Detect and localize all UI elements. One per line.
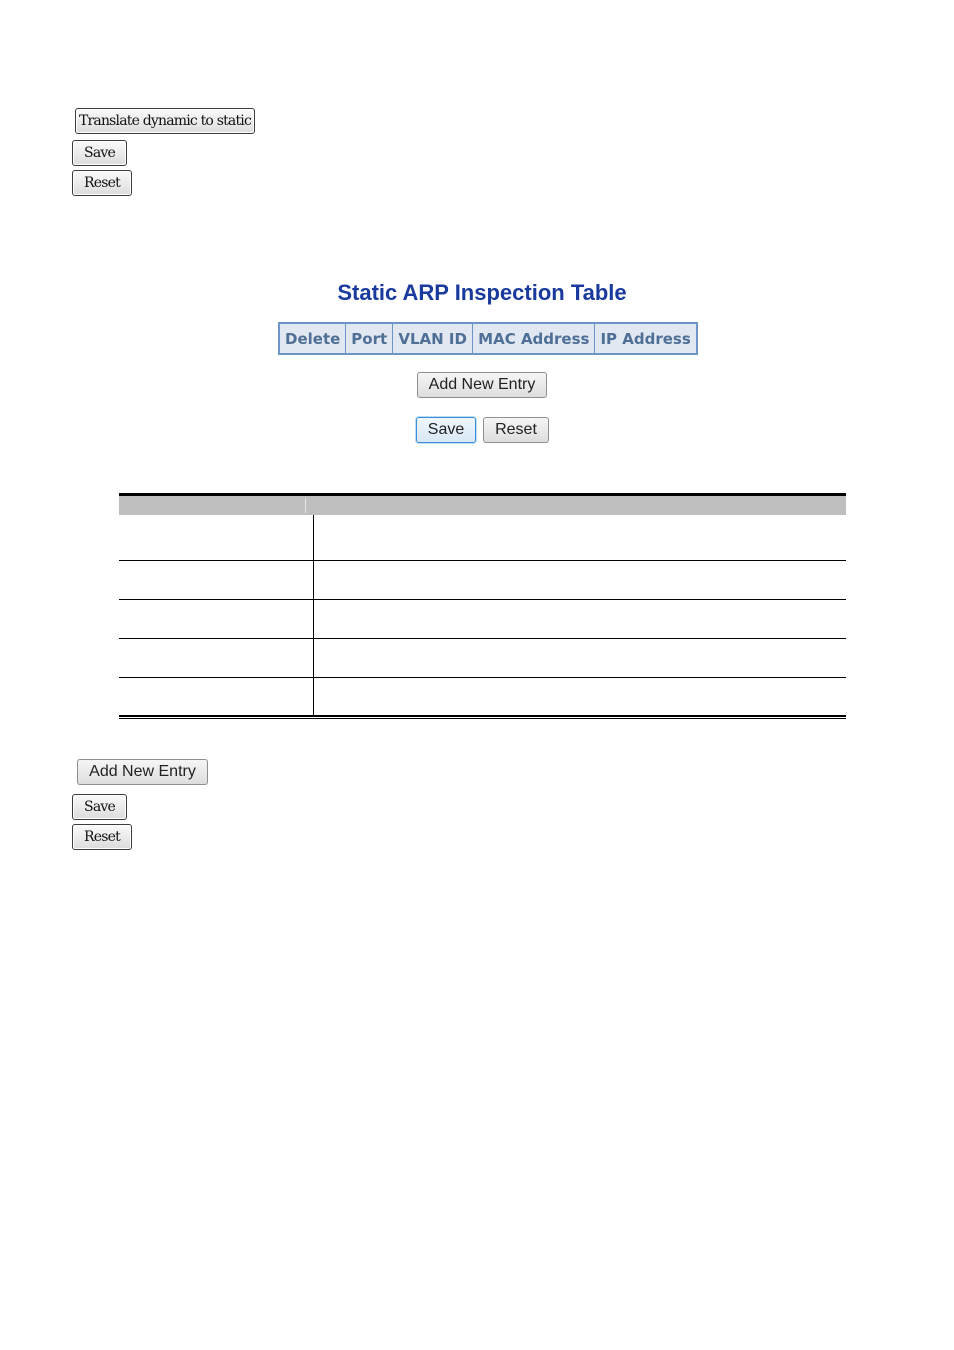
add-new-entry-button[interactable]: Add New Entry xyxy=(417,372,547,398)
column-header-ip-address: IP Address xyxy=(595,323,697,354)
column-header-port: Port xyxy=(346,323,393,354)
column-header-mac-address: MAC Address xyxy=(473,323,595,354)
static-arp-inspection-table xyxy=(278,322,698,355)
row-rule xyxy=(119,638,846,639)
save-button[interactable]: Save xyxy=(416,417,476,443)
row-rule xyxy=(119,560,846,561)
table-bottom-rule xyxy=(119,718,846,719)
column-header-delete: Delete xyxy=(279,323,346,354)
column-header-vlan-id: VLAN ID xyxy=(393,323,473,354)
description-table xyxy=(119,493,846,720)
static-arp-inspection-title: Static ARP Inspection Table xyxy=(337,280,627,305)
top-reset-button[interactable]: Reset xyxy=(72,170,132,196)
reset-button[interactable]: Reset xyxy=(483,417,549,443)
table-bottom-rule xyxy=(119,715,846,717)
bottom-save-button[interactable]: Save xyxy=(72,794,127,820)
header-divider xyxy=(305,498,306,513)
translate-dynamic-to-static-button[interactable]: Translate dynamic to static xyxy=(75,108,255,134)
bottom-reset-button[interactable]: Reset xyxy=(72,824,132,850)
bottom-add-new-entry-button[interactable]: Add New Entry xyxy=(77,759,208,785)
table-header-row xyxy=(279,323,697,354)
top-save-button[interactable]: Save xyxy=(72,140,127,166)
row-rule xyxy=(119,599,846,600)
row-rule xyxy=(119,677,846,678)
column-divider xyxy=(313,515,314,716)
table-header-band xyxy=(119,496,846,515)
